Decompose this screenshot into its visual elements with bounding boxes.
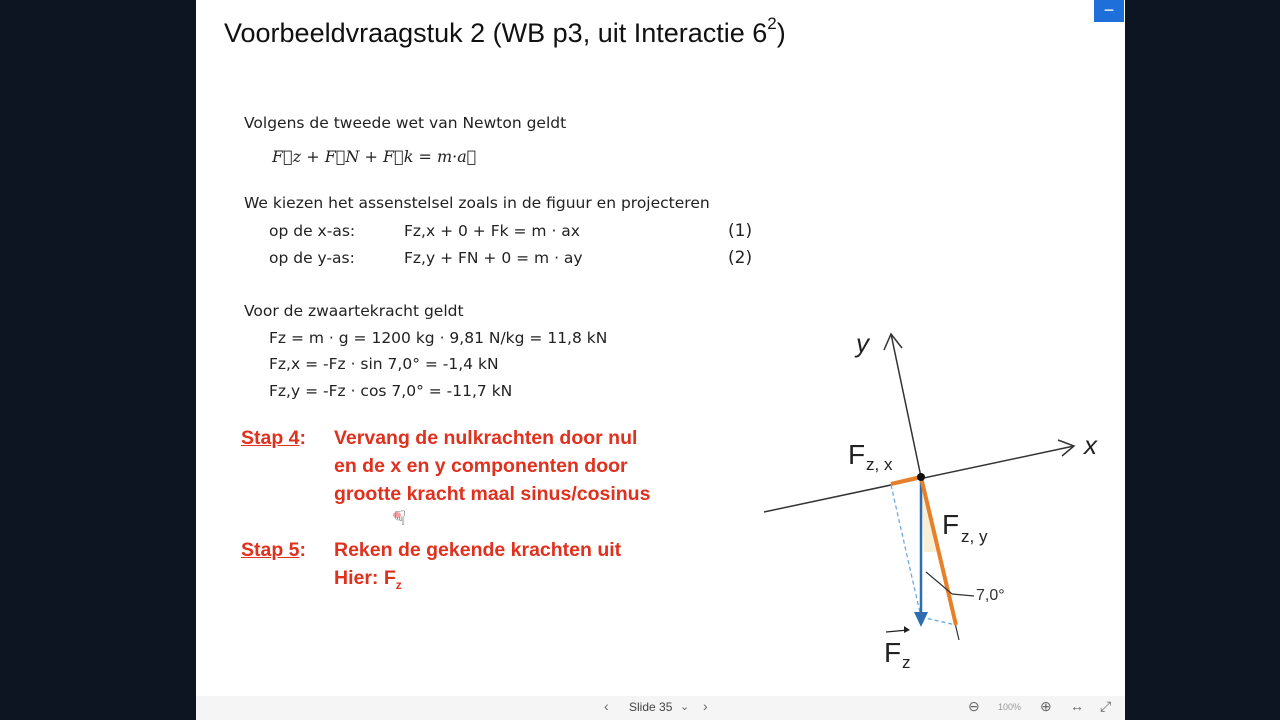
newton-formula: F⃗z + F⃗N + F⃗k = m·a⃗ bbox=[272, 147, 477, 166]
step5-line-1: Reken de gekende krachten uit bbox=[334, 539, 622, 561]
y-axis-equation: Fz,y + FN + 0 = m · ay bbox=[404, 249, 583, 267]
gravity-eq-3: Fz,y = -Fz · cos 7,0° = -11,7 kN bbox=[269, 382, 513, 400]
fzx-label: F bbox=[848, 439, 866, 470]
step4-heading: Stap 4: bbox=[241, 427, 307, 449]
gravity-eq-2: Fz,x = -Fz · sin 7,0° = -1,4 kN bbox=[269, 355, 499, 373]
next-slide-icon[interactable]: › bbox=[703, 698, 708, 714]
fz-label: F bbox=[884, 637, 902, 668]
fz-arrowhead bbox=[914, 612, 928, 627]
projection-dashed-1 bbox=[891, 485, 921, 617]
newton-intro: Volgens de tweede wet van Newton geldt bbox=[244, 114, 567, 132]
chevron-down-icon[interactable]: ⌄ bbox=[680, 701, 690, 713]
y-axis-label: op de y-as: bbox=[269, 249, 355, 267]
slide-title: Voorbeeldvraagstuk 2 (WB p3, uit Interactie $6^2$) bbox=[224, 14, 786, 48]
x-axis-label: x bbox=[1084, 430, 1097, 460]
prev-slide-icon[interactable]: ‹ bbox=[604, 698, 609, 714]
projection-dashed-2 bbox=[921, 617, 956, 625]
gravity-intro: Voor de zwaartekracht geldt bbox=[244, 302, 464, 320]
slide-selector[interactable]: Slide 35 bbox=[629, 700, 673, 714]
fzx-sub: z, x bbox=[866, 455, 893, 474]
equation-number-1: (1) bbox=[728, 221, 753, 241]
gravity-eq-1: Fz = m · g = 1200 kg · 9,81 N/kg = 11,8 kN bbox=[269, 329, 608, 347]
fullscreen-icon[interactable]: ⤢ bbox=[1100, 698, 1112, 714]
x-axis-label: op de x-as: bbox=[269, 222, 356, 240]
minimize-button[interactable]: − bbox=[1094, 0, 1124, 22]
y-axis-label: y bbox=[856, 328, 869, 358]
fzx-vector bbox=[891, 477, 921, 484]
hand-cursor-icon: ☟ bbox=[394, 508, 407, 530]
zoom-in-icon[interactable]: ⊕ bbox=[1040, 698, 1052, 714]
slide-toolbar bbox=[196, 696, 1125, 720]
origin-point bbox=[917, 473, 925, 481]
step4-line-3: grootte kracht maal sinus/cosinus bbox=[334, 483, 651, 505]
fz-label-arrowhead bbox=[904, 626, 910, 633]
fzy-label: F bbox=[942, 509, 960, 540]
step4-line-2: en de x en y componenten door bbox=[334, 455, 628, 477]
zoom-out-icon[interactable]: ⊖ bbox=[968, 698, 980, 714]
angle-label: 7,0° bbox=[976, 587, 1005, 604]
fit-width-icon[interactable]: ↔ bbox=[1070, 698, 1084, 714]
force-diagram bbox=[756, 322, 1116, 682]
fzy-sub: z, y bbox=[961, 527, 988, 546]
equation-number-2: (2) bbox=[728, 248, 753, 268]
zoom-level: 100% bbox=[998, 702, 1022, 712]
x-axis-equation: Fz,x + 0 + Fk = m · ax bbox=[404, 222, 580, 240]
slide-canvas bbox=[196, 0, 1125, 720]
angle-leader bbox=[952, 594, 974, 596]
fz-sub: z bbox=[902, 653, 911, 672]
step5-heading: Stap 5: bbox=[241, 539, 307, 561]
y-axis-line bbox=[891, 334, 921, 477]
axis-intro: We kiezen het assenstelsel zoals in de figuur en projecteren bbox=[244, 194, 710, 212]
step5-line-2: Hier: $F_z$ bbox=[334, 567, 402, 592]
step4-line-1: Vervang de nulkrachten door nul bbox=[334, 427, 638, 449]
